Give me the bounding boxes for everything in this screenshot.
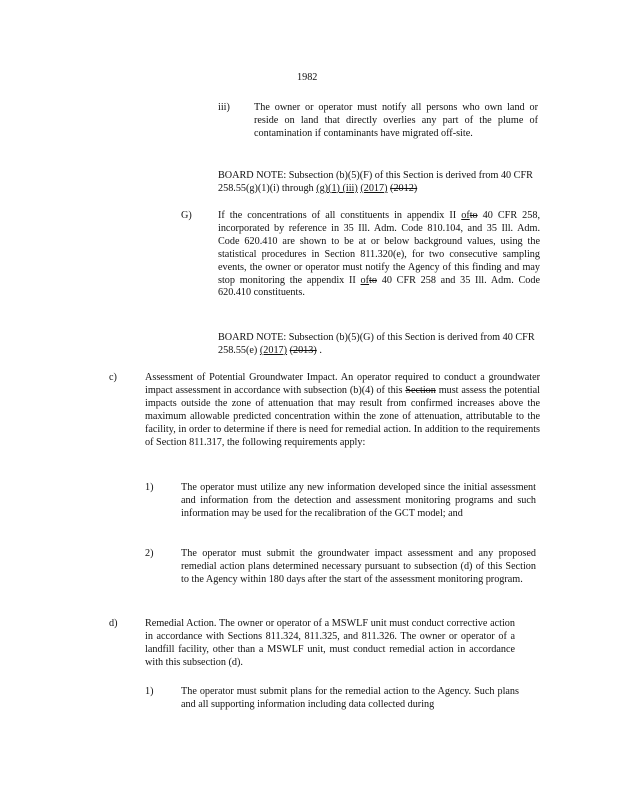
section-c-item1-label: 1): [145, 482, 154, 493]
section-c-item1-text: The operator must utilize any new information developed since the initial assessment and information from the detection and assessment monitoring programs and such information may be used for the recalibration of the GCT model; and: [181, 482, 536, 519]
section-d-text: Remedial Action. The owner or operator of a MSWLF unit must conduct corrective action in accordance with Sections 811.324, 811.325, and 811.326. The owner or operator of a landfill facility, other than a MSWLF unit, must conduct remedial action in accordance with this subsection (d).: [145, 618, 515, 668]
item-g-label: G): [181, 210, 192, 221]
section-d-item1-text: The operator must submit plans for the remedial action to the Agency. Such plans and all supporting information including data collected during: [181, 686, 519, 710]
board-note-f: BOARD NOTE: Subsection (b)(5)(F) of this Section is derived from 40 CFR 258.55(g)(1)(i) through (g)(1) (iii) (2017) (2012): [218, 170, 533, 194]
item-iii-text: The owner or operator must notify all persons who own land or reside on land that directly overlies any part of the plume of contamination if contaminants have migrated off-site.: [254, 102, 538, 139]
section-c-label: c): [109, 372, 117, 383]
board-note-g: BOARD NOTE: Subsection (b)(5)(G) of this Section is derived from 40 CFR 258.55(e) (2017) (2013) .: [218, 332, 535, 356]
item-g-text: If the concentrations of all constituents in appendix II ofto 40 CFR 258, incorporated by reference in 35 Ill. Adm. Code 810.104, and 35 Ill. Adm. Code 620.410 are shown to be at or below background values, using the statistical procedures in Section 811.320(e), for two consecutive sampling events, the owner or operator must notify the Agency of this finding and may stop monitoring the appendix II ofto 40 CFR 258 and 35 Ill. Adm. Code 620.410 constituents.: [218, 210, 540, 299]
page-number: 1982: [297, 72, 318, 83]
section-c-item2-label: 2): [145, 548, 154, 559]
section-c-text: Assessment of Potential Groundwater Impact. An operator required to conduct a groundwater impact assessment in accordance with subsection (b)(4) of this Section must assess the potential impacts outside the zone of attenuation that may result from confirmed increases above the maximum allowable predicted concentration within the zone of attenuation, attributable to the facility, in order to determine if there is need for remedial action. In addition to the requirements of Section 811.317, the following requirements apply:: [145, 372, 540, 448]
section-d-item1-label: 1): [145, 686, 154, 697]
section-c-item2-text: The operator must submit the groundwater impact assessment and any proposed remedial action plans determined necessary pursuant to subsection (d) of this Section to the Agency within 180 days after the start of the assessment monitoring program.: [181, 548, 536, 585]
item-iii-label: iii): [218, 102, 230, 113]
section-d-label: d): [109, 618, 118, 629]
